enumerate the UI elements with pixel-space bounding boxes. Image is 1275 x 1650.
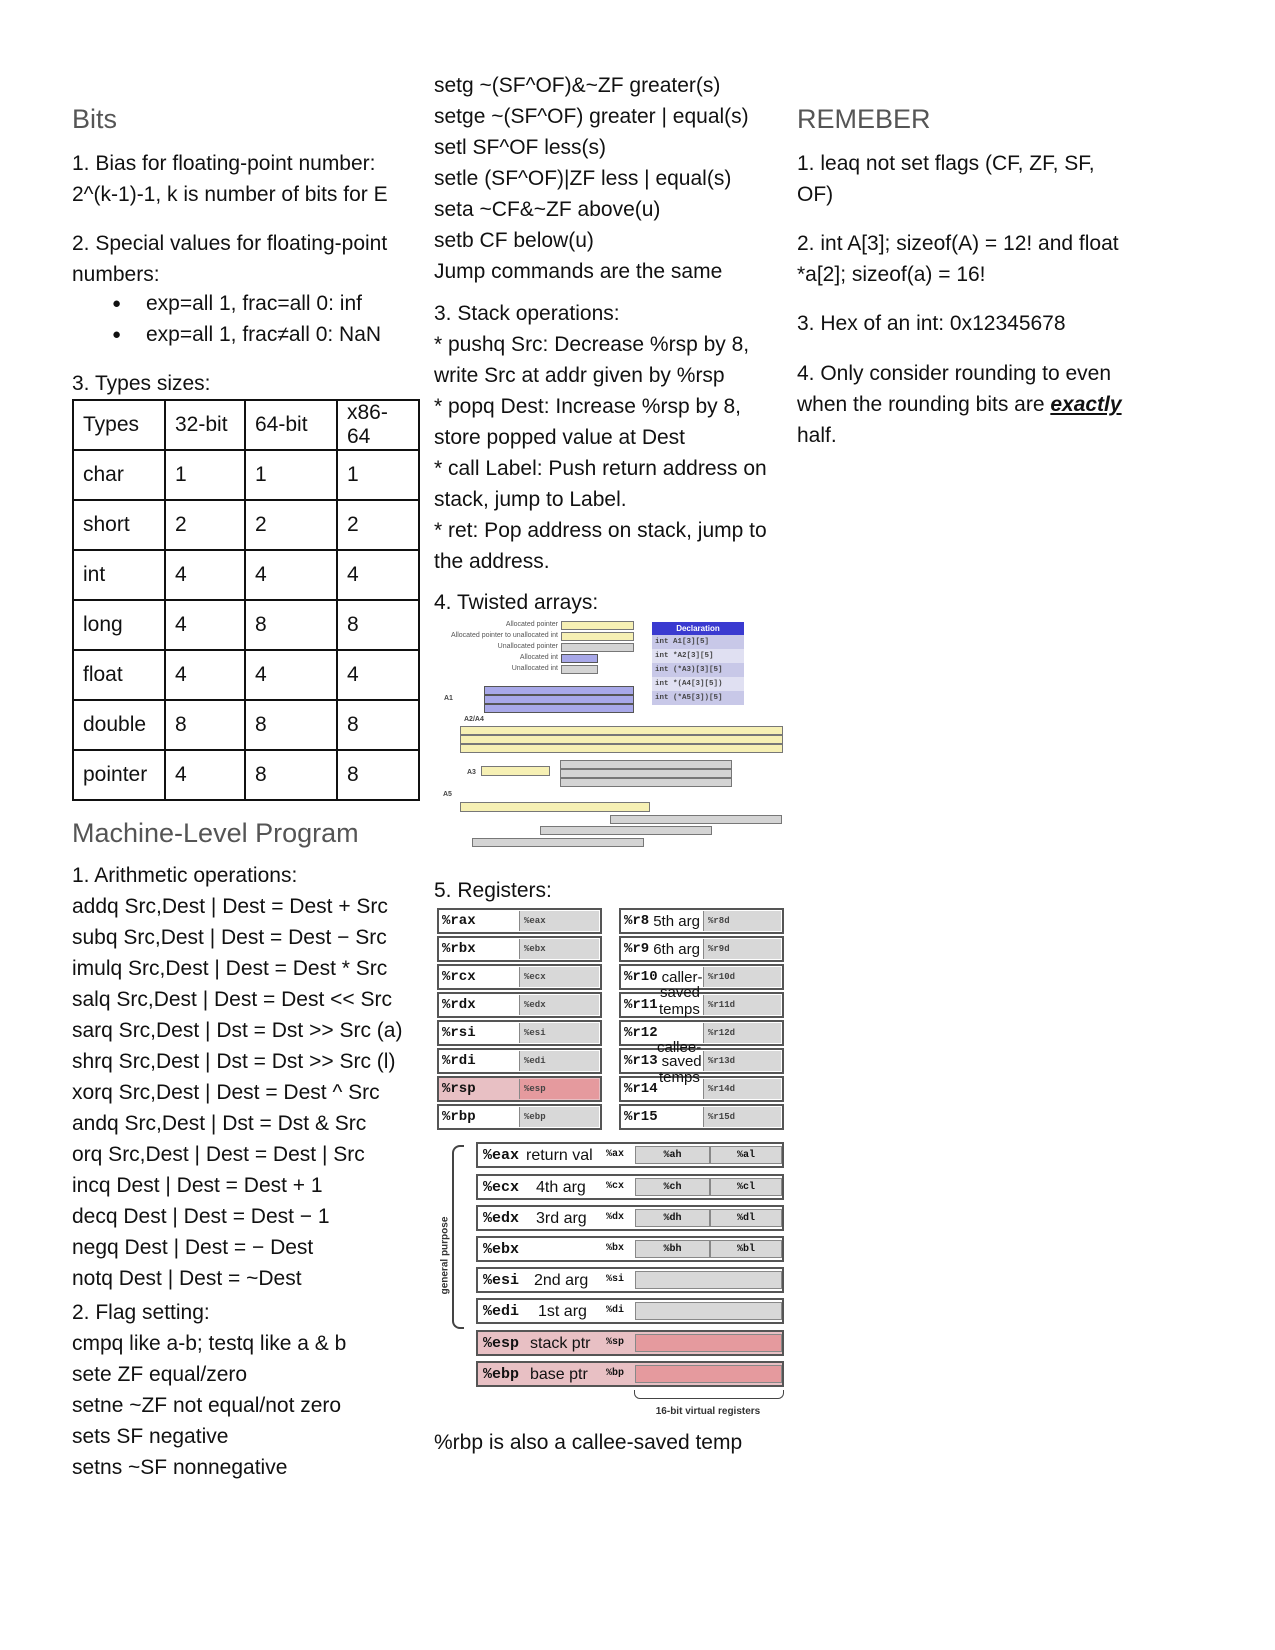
cell: 8 (337, 600, 419, 650)
register-edi (476, 1298, 784, 1324)
label-a2a4: A2/A4 (464, 716, 484, 723)
special-values-item (72, 228, 387, 290)
reg-note: base ptr (530, 1366, 588, 1383)
arith-line: andq Src,Dest | Dst = Dst & Src (72, 1112, 367, 1135)
register-rdi (437, 1048, 602, 1074)
cell: 4 (337, 650, 419, 700)
arith-line: notq Dest | Dest = ~Dest (72, 1267, 302, 1290)
cell: 1 (165, 450, 245, 500)
a5-row (540, 826, 712, 835)
register-r15 (619, 1104, 784, 1130)
reg-name: %r13 (624, 1053, 658, 1069)
special-line-2: numbers: (72, 263, 160, 286)
flag-setting-section (72, 1297, 346, 1483)
flag-line: sets SF negative (72, 1425, 229, 1448)
arithmetic-section (72, 860, 402, 1294)
register-rax (437, 908, 602, 934)
special-line-1: 2. Special values for floating-point (72, 232, 388, 255)
reg-16bit: %di (606, 1305, 625, 1316)
virtual-registers-brace (634, 1390, 784, 1399)
cell: 4 (165, 600, 245, 650)
a3-row (560, 760, 732, 769)
reg-sub: %r10d (703, 967, 781, 987)
bullet-inf: ● exp=all 1, frac=all 0: inf (72, 288, 381, 319)
reg-name: %r12 (624, 1025, 658, 1041)
cell: 2 (165, 500, 245, 550)
bias-line-1: 1. Bias for floating-point number: (72, 152, 376, 175)
cell: 4 (165, 550, 245, 600)
reg-low-byte: %bl (710, 1240, 782, 1258)
table-row (73, 550, 419, 600)
note-callee: callee- (657, 1039, 702, 1056)
arith-line: subq Src,Dest | Dest = Dest − Src (72, 926, 387, 949)
arith-line: negq Dest | Dest = − Dest (72, 1236, 314, 1259)
reg-name: %eax (483, 1147, 520, 1164)
reg-name: %r8 (624, 913, 650, 929)
reg-name: %rcx (442, 969, 476, 985)
register-r11 (619, 992, 784, 1018)
reg-sub: %r12d (703, 1023, 781, 1043)
a1-row (484, 695, 634, 704)
table-row (73, 600, 419, 650)
cell: float (73, 650, 165, 700)
arith-line: orq Src,Dest | Dest = Dest | Src (72, 1143, 365, 1166)
bits-heading: Bits (72, 104, 118, 134)
cell: 4 (165, 650, 245, 700)
header-cell: x86-64 (337, 400, 419, 450)
reg-16bit: %si (606, 1274, 625, 1285)
arith-title: 1. Arithmetic operations: (72, 864, 298, 887)
reg-note: caller- (661, 968, 703, 986)
rbp-footnote: %rbp is also a callee-saved temp (434, 1431, 743, 1454)
legend-swatch-allocated-int (561, 654, 598, 663)
reg-note: stack ptr (530, 1335, 591, 1352)
reg-low-byte: %cl (710, 1178, 782, 1196)
note-temps: temps (659, 1069, 700, 1086)
declaration-header: Declaration (652, 622, 744, 635)
flag-line: setge ~(SF^OF) greater | equal(s) (434, 105, 749, 128)
reg-note: 2nd arg (534, 1272, 589, 1289)
declaration-row: int *A2[3][5] (652, 649, 744, 663)
table-row (73, 750, 419, 800)
register-rbp (437, 1104, 602, 1130)
flag-line: sete ZF equal/zero (72, 1363, 248, 1386)
flag-line: setle (SF^OF)|ZF less | equal(s) (434, 167, 732, 190)
cell: 2 (245, 500, 337, 550)
arith-line: decq Dest | Dest = Dest − 1 (72, 1205, 330, 1228)
flag-line: setns ~SF nonnegative (72, 1456, 288, 1479)
cell: 8 (245, 750, 337, 800)
a5-pointers (460, 802, 650, 812)
bullet-nan: ● exp=all 1, frac≠all 0: NaN (72, 319, 381, 350)
reg-16bit: %ax (606, 1149, 625, 1160)
cell: 1 (337, 450, 419, 500)
stack-line: write Src at addr given by %rsp (434, 364, 725, 387)
register-r9 (619, 936, 784, 962)
reg-16bit: %bp (606, 1368, 625, 1379)
reg-name: %rax (442, 913, 476, 929)
legend-label: Allocated int (519, 654, 558, 661)
emphasis-exactly: exactly (1050, 393, 1122, 416)
declaration-row: int A1[3][5] (652, 635, 744, 649)
legend-label: Unallocated pointer (497, 643, 558, 650)
reg-sub: %ebp (519, 1107, 599, 1127)
reg-16bit: %dx (606, 1212, 625, 1223)
remember-item-4 (797, 358, 1122, 451)
remember-heading: REMEBER (797, 104, 931, 134)
twisted-arrays-title: 4. Twisted arrays: (434, 591, 599, 614)
a2-row (460, 744, 783, 753)
declaration-row: int *(A4[3][5]) (652, 677, 744, 691)
stack-line: * pushq Src: Decrease %rsp by 8, (434, 333, 750, 356)
remember-item-2 (797, 228, 1119, 290)
cell: 1 (245, 450, 337, 500)
reg-sub: %eax (519, 911, 599, 931)
reg-note: return val (526, 1147, 593, 1164)
stack-line: the address. (434, 550, 550, 573)
register-rsi (437, 1020, 602, 1046)
reg-note: 1st arg (538, 1303, 587, 1320)
flag-setting-continued (434, 70, 749, 287)
a2-row (460, 726, 783, 735)
registers-title: 5. Registers: (434, 879, 552, 902)
register-esi (476, 1267, 784, 1293)
remember-line: 1. leaq not set flags (CF, ZF, SF, (797, 152, 1095, 175)
reg-name: %rdx (442, 997, 476, 1013)
a1-row (484, 686, 634, 695)
label-a1: A1 (444, 695, 453, 702)
reg-sub: %r8d (703, 911, 781, 931)
cell: 2 (337, 500, 419, 550)
stack-line: * popq Dest: Increase %rsp by 8, (434, 395, 741, 418)
stack-title: 3. Stack operations: (434, 302, 620, 325)
reg-16bit-box (635, 1302, 782, 1320)
reg-note: 4th arg (536, 1179, 586, 1196)
cell: 4 (245, 550, 337, 600)
stack-operations-section (434, 298, 767, 577)
reg-name: %r10 (624, 969, 658, 985)
cell: 4 (165, 750, 245, 800)
reg-note: saved (661, 1052, 702, 1070)
table-row (73, 650, 419, 700)
reg-sub: %edi (519, 1051, 599, 1071)
reg-name: %rsi (442, 1025, 476, 1041)
flag-line: setb CF below(u) (434, 229, 594, 252)
table-row (73, 500, 419, 550)
register-r13 (619, 1048, 784, 1074)
a5-row (610, 815, 782, 824)
reg-low-byte: %dl (710, 1209, 782, 1227)
reg-16bit: %cx (606, 1181, 625, 1192)
register-ecx (476, 1174, 784, 1200)
note-saved: saved (660, 984, 701, 1001)
general-purpose-label: general purpose (439, 1216, 451, 1295)
flag-line: seta ~CF&~ZF above(u) (434, 198, 661, 221)
cell: 4 (337, 550, 419, 600)
reg-high-byte: %ah (635, 1146, 710, 1164)
arith-line: shrq Src,Dest | Dst = Dst >> Src (l) (72, 1050, 396, 1073)
a5-row (472, 838, 644, 847)
arith-line: xorq Src,Dest | Dest = Dest ^ Src (72, 1081, 380, 1104)
register-rsp (437, 1076, 602, 1102)
a3-row (560, 778, 732, 787)
reg-16bit-box (635, 1334, 782, 1352)
register-esp (476, 1330, 784, 1356)
reg-note: 5th arg (653, 912, 700, 930)
cell: char (73, 450, 165, 500)
reg-sub: %ecx (519, 967, 599, 987)
a1-row (484, 704, 634, 713)
remember-line: 2. int A[3]; sizeof(A) = 12! and float (797, 232, 1119, 255)
declaration-row: int (*A3)[3][5] (652, 663, 744, 677)
register-rdx (437, 992, 602, 1018)
remember-line: *a[2]; sizeof(a) = 16! (797, 263, 986, 286)
register-rbx (437, 936, 602, 962)
reg-sub: %r13d (703, 1051, 781, 1071)
bias-item (72, 148, 388, 210)
bias-line-2: 2^(k-1)-1, k is number of bits for E (72, 183, 388, 206)
arith-line: incq Dest | Dest = Dest + 1 (72, 1174, 323, 1197)
reg-name: %r9 (624, 941, 650, 957)
reg-name: %r11 (624, 997, 658, 1013)
cell: 8 (337, 750, 419, 800)
flag-line: setl SF^OF less(s) (434, 136, 607, 159)
table-header-row (73, 400, 419, 450)
reg-name: %rbp (442, 1109, 476, 1125)
types-sizes-table (72, 399, 420, 801)
reg-name: %edi (483, 1303, 520, 1320)
legend-label: Allocated pointer (505, 621, 558, 628)
reg-name: %edx (483, 1210, 520, 1227)
reg-high-byte: %bh (635, 1240, 710, 1258)
remember-line: OF) (797, 183, 834, 206)
stack-line: * call Label: Push return address on (434, 457, 767, 480)
cell: 8 (245, 700, 337, 750)
remember-line (797, 389, 1122, 420)
label-a5: A5 (443, 791, 452, 798)
reg-16bit: %bx (606, 1243, 625, 1254)
note-temps: temps (659, 1001, 700, 1018)
cell: pointer (73, 750, 165, 800)
remember-item-1 (797, 148, 1095, 210)
legend-swatch-unallocated-pointer (561, 643, 634, 652)
reg-sub: %ebx (519, 939, 599, 959)
types-sizes-title: 3. Types sizes: (72, 372, 211, 395)
register-r10 (619, 964, 784, 990)
header-cell: Types (73, 400, 165, 450)
reg-name: %ebp (483, 1366, 520, 1383)
machine-level-heading: Machine-Level Program (72, 818, 359, 848)
register-r8 (619, 908, 784, 934)
register-rcx (437, 964, 602, 990)
reg-low-byte: %al (710, 1146, 782, 1164)
table-row (73, 700, 419, 750)
a2-row (460, 735, 783, 744)
flag-line: setne ~ZF not equal/not zero (72, 1394, 342, 1417)
general-purpose-brace (452, 1145, 464, 1329)
special-values-list (72, 288, 381, 350)
stack-line: store popped value at Dest (434, 426, 685, 449)
header-cell: 64-bit (245, 400, 337, 450)
reg-sub: %r15d (703, 1107, 781, 1127)
reg-name: %r14 (624, 1081, 658, 1097)
header-cell: 32-bit (165, 400, 245, 450)
reg-name: %ebx (483, 1241, 520, 1258)
arith-line: salq Src,Dest | Dest = Dest << Src (72, 988, 392, 1011)
a3-row (560, 769, 732, 778)
cell: double (73, 700, 165, 750)
remember-line: 4. Only consider rounding to even (797, 362, 1112, 385)
reg-name: %rbx (442, 941, 476, 957)
cell: long (73, 600, 165, 650)
cell: 8 (245, 600, 337, 650)
flag-title: 2. Flag setting: (72, 1301, 210, 1324)
reg-note: 6th arg (653, 940, 700, 958)
arith-line: imulq Src,Dest | Dest = Dest * Src (72, 957, 388, 980)
reg-name: %r15 (624, 1109, 658, 1125)
reg-note: 3rd arg (536, 1210, 587, 1227)
cell: short (73, 500, 165, 550)
register-r14 (619, 1076, 784, 1102)
remember-text: when the rounding bits are (797, 393, 1051, 416)
reg-name: %esp (483, 1335, 520, 1352)
cell: 4 (245, 650, 337, 700)
reg-16bit-box (635, 1271, 782, 1289)
flag-line: Jump commands are the same (434, 260, 723, 283)
legend-swatch-pointer-unallocated (561, 632, 634, 641)
reg-sub: %esi (519, 1023, 599, 1043)
register-ebp (476, 1361, 784, 1387)
remember-line: half. (797, 424, 837, 447)
reg-16bit-box (635, 1365, 782, 1383)
register-eax (476, 1142, 784, 1168)
reg-high-byte: %dh (635, 1209, 710, 1227)
stack-line: * ret: Pop address on stack, jump to (434, 519, 767, 542)
reg-name: %rdi (442, 1053, 476, 1069)
declaration-row: int (*A5[3])[5] (652, 691, 744, 705)
reg-high-byte: %ch (635, 1178, 710, 1196)
reg-sub: %esp (519, 1079, 599, 1099)
legend-swatch-allocated-pointer (561, 621, 634, 630)
register-r12 (619, 1020, 784, 1046)
arith-line: addq Src,Dest | Dest = Dest + Src (72, 895, 388, 918)
reg-name: %ecx (483, 1179, 520, 1196)
reg-sub: %edx (519, 995, 599, 1015)
stack-line: stack, jump to Label. (434, 488, 627, 511)
a3-pointer (481, 766, 550, 776)
table-row (73, 450, 419, 500)
legend-label: Unallocated int (511, 665, 558, 672)
arith-line: sarq Src,Dest | Dst = Dst >> Src (a) (72, 1019, 403, 1042)
cell: 8 (337, 700, 419, 750)
cell: 8 (165, 700, 245, 750)
flag-line: cmpq like a-b; testq like a & b (72, 1332, 347, 1355)
reg-16bit: %sp (606, 1337, 625, 1348)
reg-sub: %r14d (703, 1079, 781, 1099)
reg-name: %esi (483, 1272, 520, 1289)
virtual-registers-label: 16-bit virtual registers (655, 1406, 761, 1417)
register-edx (476, 1205, 784, 1231)
legend-swatch-unallocated-int (561, 665, 598, 674)
flag-line: setg ~(SF^OF)&~ZF greater(s) (434, 74, 721, 97)
legend-label: Allocated pointer to unallocated int (450, 632, 558, 639)
reg-sub: %r11d (703, 995, 781, 1015)
cell: int (73, 550, 165, 600)
register-ebx (476, 1236, 784, 1262)
reg-sub: %r9d (703, 939, 781, 959)
label-a3: A3 (467, 769, 476, 776)
reg-name: %rsp (442, 1081, 476, 1097)
remember-item-3: 3. Hex of an int: 0x12345678 (797, 312, 1066, 335)
